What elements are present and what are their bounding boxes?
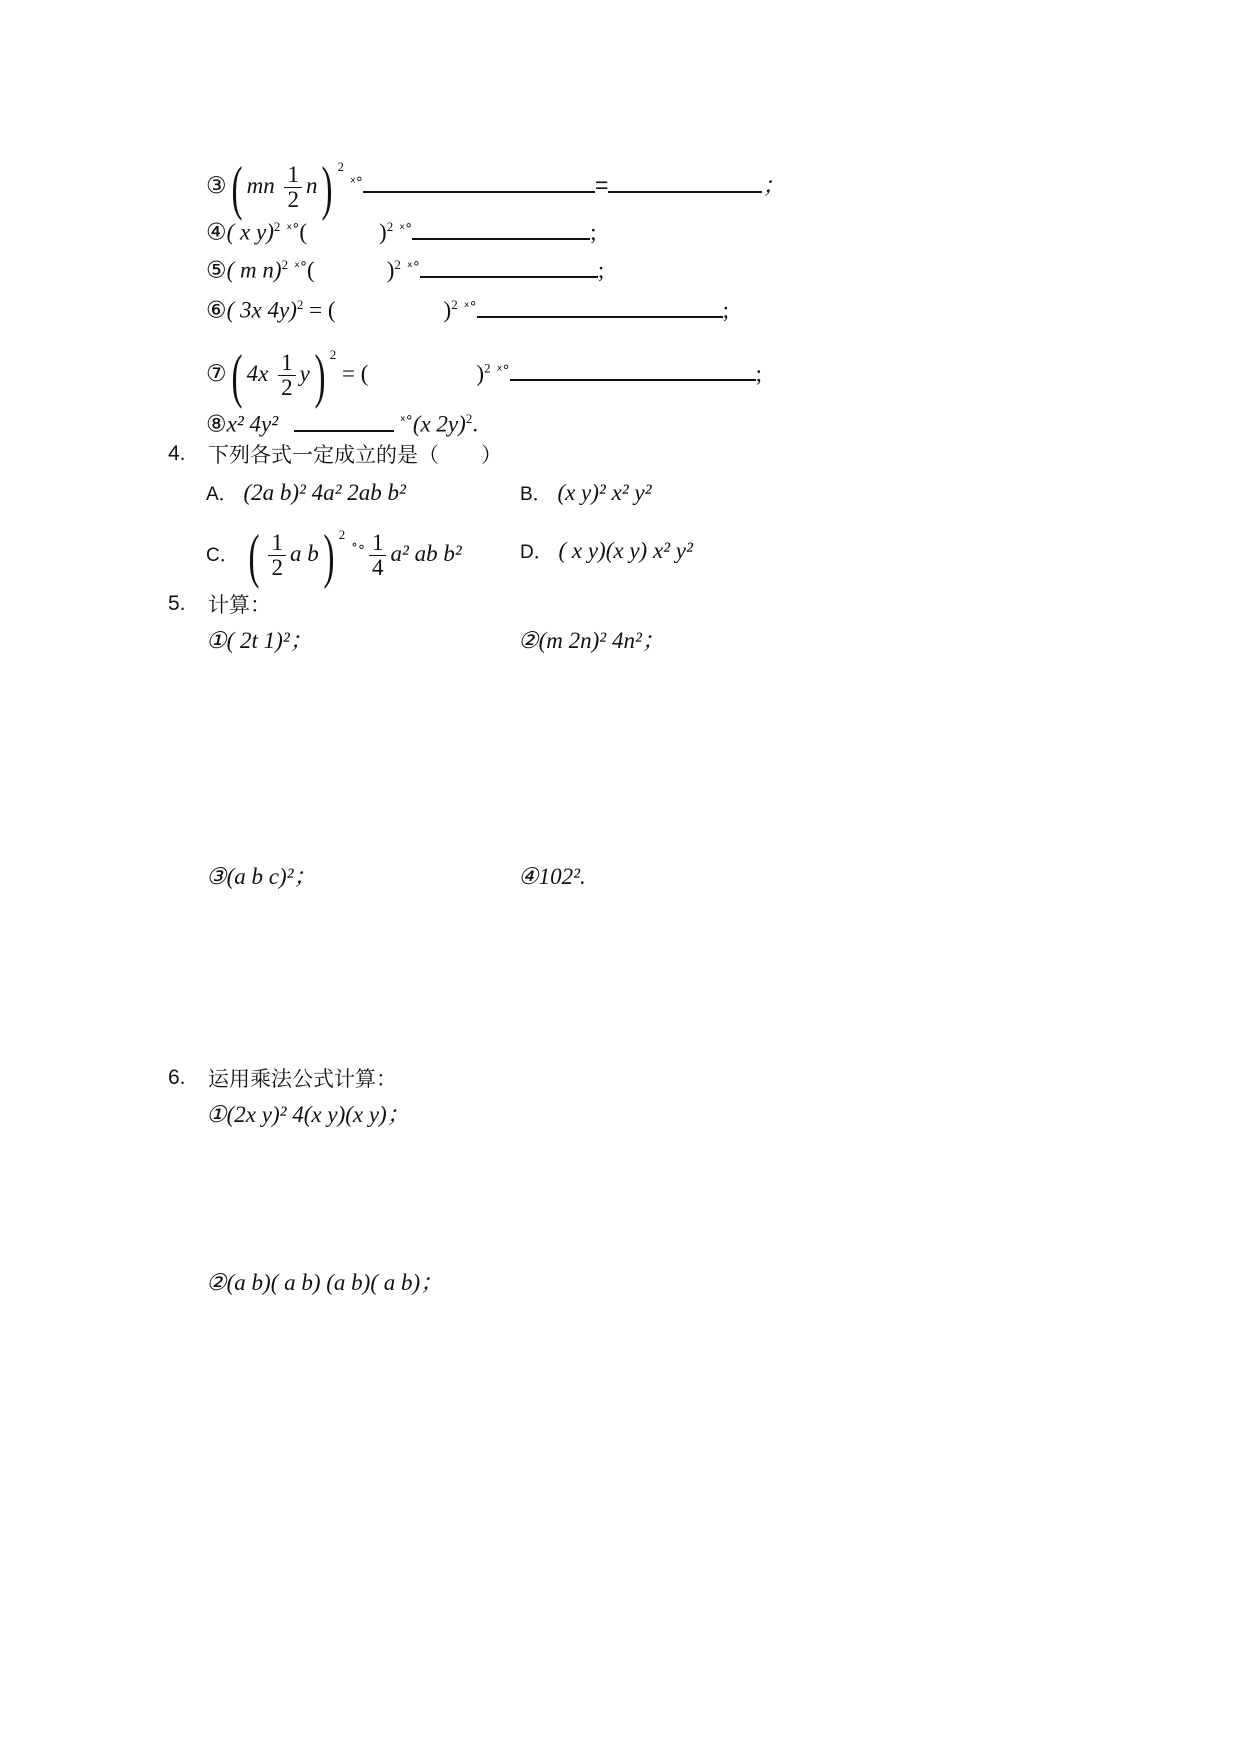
item-4-marker: ④: [206, 219, 227, 246]
answer-blank-1[interactable]: [363, 173, 595, 193]
close-paren: ): [476, 361, 485, 386]
q6-part-1: ①(2x y)² 4(x y)(x y)；: [206, 1102, 410, 1127]
item-5-marker: ⑤: [206, 257, 227, 284]
frac-den: 2: [281, 375, 293, 401]
exp2: 2: [451, 297, 458, 312]
item-7-expr-b: y: [299, 361, 310, 386]
option-c-label: C．: [206, 545, 239, 566]
item-7-fraction: [278, 351, 296, 400]
frac-num: 1: [369, 531, 387, 556]
exp: 2: [329, 347, 337, 362]
item-8-expr: x² 4y²: [226, 411, 279, 437]
q4-option-c[interactable]: C． ( $\frac{1}{2}$ a b) $^2$ ˚° $\frac{1}{4}$ a² ab b²: [206, 522, 462, 589]
equals: =: [594, 172, 609, 198]
exp: 2: [337, 159, 344, 174]
open-paren: = (: [309, 297, 336, 323]
answer-blank[interactable]: [412, 220, 590, 240]
q5-part-3: ③(a b c)²；: [206, 864, 317, 889]
frac-num: 1: [284, 163, 302, 188]
option-d-label: D．: [520, 542, 553, 563]
answer-blank[interactable]: [510, 361, 756, 381]
q4-stem: 下列各式一定成立的是（ ）: [208, 443, 502, 467]
item-3-expr-a: mn: [246, 173, 275, 198]
answer-blank-2[interactable]: [608, 173, 762, 193]
left-paren: (: [248, 522, 260, 589]
option-c-rest: a² ab b²: [390, 541, 462, 566]
close-paren: ): [386, 257, 395, 283]
item-8: ⑧x² 4y² $^{ˣ^\circ}$(x 2y)$^2$.: [206, 411, 479, 438]
frac-num: 1: [268, 531, 286, 556]
option-b-expr: (x y)² x² y²: [557, 480, 652, 505]
answer-blank[interactable]: [477, 298, 723, 318]
item-3-expr-b: n: [305, 173, 318, 198]
q6-number: 6.: [168, 1066, 186, 1089]
exp: 2: [281, 257, 289, 272]
option-b-label: B．: [520, 484, 552, 505]
item-3: ③( mn $\frac{1}{2}$ n) $^2$ $^{ˣ^\circ}$ = ；: [206, 154, 786, 221]
close-paren: ): [443, 297, 452, 323]
q4-option-b[interactable]: [520, 478, 652, 510]
close-paren: ): [379, 219, 387, 245]
item-6-expr: ( 3x 4y): [226, 297, 297, 323]
q4-option-a[interactable]: [206, 478, 406, 510]
item-4-expr: ( x y): [226, 219, 274, 245]
q6-part-2: ②(a b)( a b) (a b)( a b)；: [206, 1270, 444, 1295]
left-paren: (: [231, 342, 243, 409]
exp2: 2: [394, 257, 401, 272]
end-mark: ;: [597, 257, 605, 283]
open-paren: (: [307, 257, 315, 283]
item-7-marker: ⑦: [206, 361, 227, 387]
item-8-rest: (x 2y): [412, 411, 466, 437]
frac-den: 2: [271, 555, 283, 581]
q5-stem: 计算：: [208, 593, 271, 617]
item-6: ⑥( 3x 4y)$^2$ = ( )$^2$ $^{ˣ^\circ}$ ;: [206, 297, 730, 324]
item-7-expr-a: 4x: [246, 361, 269, 386]
item-5-expr: ( m n): [226, 257, 282, 283]
item-3-marker: ③: [206, 173, 227, 199]
option-c-fraction: [268, 531, 286, 580]
item-6-marker: ⑥: [206, 297, 227, 324]
option-d-expr: ( x y)(x y) x² y²: [558, 538, 693, 563]
end-mark: ;: [590, 219, 597, 245]
item-7: ⑦( 4x $\frac{1}{2}$ y) $^2$ = ( )$^2$ $^{ˣ^\circ}$ ;: [206, 342, 762, 409]
option-c-eq-fraction: [369, 531, 387, 580]
frac-num: 1: [278, 351, 296, 376]
q5-part-1: ①( 2t 1)²；: [206, 628, 313, 653]
item-3-fraction: [284, 163, 302, 212]
exp2: 2: [484, 360, 491, 376]
item-5: ⑤( m n)$^2$ $^{ˣ^\circ}$( )$^2$ $^{ˣ^\circ}$ ;: [206, 257, 605, 284]
exp: 2: [465, 411, 473, 426]
q6-stem: 运用乘法公式计算：: [208, 1067, 397, 1091]
right-paren: ): [314, 342, 326, 409]
answer-blank[interactable]: [294, 412, 394, 432]
frac-den: 4: [371, 555, 384, 581]
item-8-marker: ⑧: [206, 411, 227, 438]
end-mark: ;: [722, 297, 730, 323]
option-a-label: A．: [206, 484, 238, 505]
option-a-expr: (2a b)² 4a² 2ab b²: [243, 480, 406, 505]
item-4: ④( x y)$^2$ $^{ˣ^\circ}$( )$^2$ $^{ˣ^\circ}$ ;: [206, 219, 597, 246]
option-c-mid: a b: [289, 541, 319, 566]
exp: 2: [296, 297, 304, 312]
q4-option-d[interactable]: [520, 536, 693, 568]
q5-number: 5.: [168, 592, 186, 615]
q5-part-4: ④102².: [518, 864, 586, 889]
answer-blank[interactable]: [420, 258, 598, 278]
open-paren: (: [299, 219, 308, 245]
left-paren: (: [231, 154, 243, 221]
exp: 2: [273, 219, 281, 234]
frac-den: 2: [287, 187, 299, 213]
open-paren: = (: [342, 361, 369, 386]
exp2: 2: [386, 219, 394, 234]
right-paren: ): [323, 522, 335, 589]
end-mark: .: [472, 411, 479, 437]
q5-part-2: ②(m 2n)² 4n²；: [518, 628, 665, 653]
right-paren: ): [321, 154, 333, 221]
end-mark: ;: [755, 361, 762, 386]
q4-number: 4.: [168, 442, 186, 465]
exp: 2: [338, 527, 346, 542]
